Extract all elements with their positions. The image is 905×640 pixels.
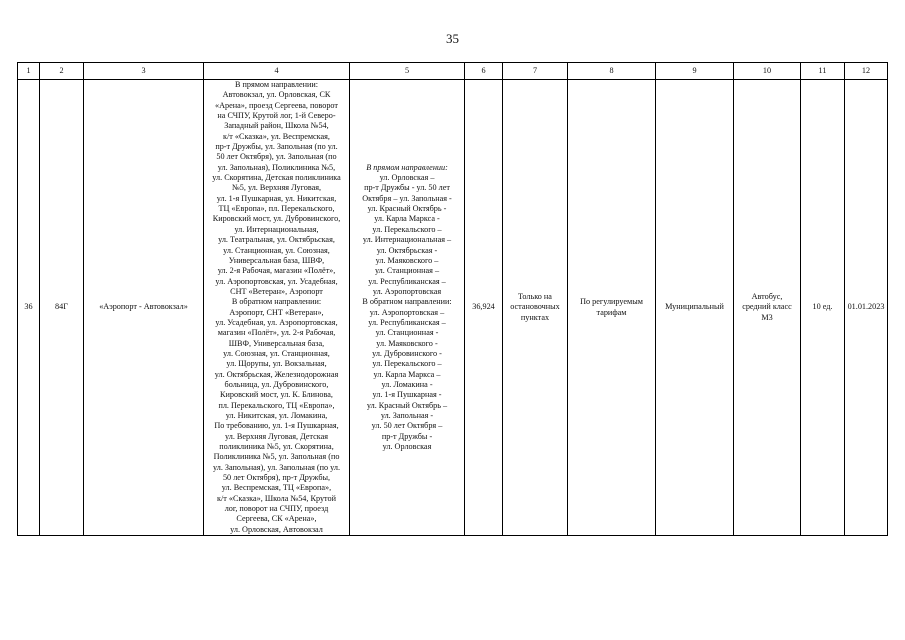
header-cell-11: 11 xyxy=(801,63,845,80)
header-cell-9: 9 xyxy=(656,63,734,80)
route-code-cell: 84Г xyxy=(40,80,84,536)
boarding-order-cell: Только на остановочных пунктах xyxy=(503,80,568,536)
route-name-cell: «Аэропорт - Автовокзал» xyxy=(84,80,204,536)
header-cell-6: 6 xyxy=(465,63,503,80)
route-number-cell: 36 xyxy=(18,80,40,536)
page-number: 35 xyxy=(446,31,459,46)
header-cell-7: 7 xyxy=(503,63,568,80)
header-cell-5: 5 xyxy=(350,63,465,80)
header-cell-12: 12 xyxy=(845,63,888,80)
stops-list-cell: В прямом направлении: Автовокзал, ул. Орловская, СК «Арена», проезд Сергеева, поворот на СЧПУ, Крутой лог, 1-й Северо- Западный район, Школа №54, к/т «Сказка», ул. Веспремская, пр-т Дружбы, ул. Запольная (по ул. 50 лет Октября), ул. Запольная (по ул. Запольная), Поликлиника №5, ул. Скорятина, Детская поликлиника №5, ул. Верхняя Луговая, ул. 1-я Пушкарная, ул. Никитская, ТЦ «Европа», пл. Перекальского, Кировский мост, ул. Дубровинского, ул. Интернациональная, ул. Театральная, ул. Октябрьская, ул. Станционная, ул. Союзная, Универсальная база, ШВФ, ул. 2-я Рабочая, магазин «Полёт», ул. Аэропортовская, ул. Усадебная, СНТ «Ветеран», Аэропорт В обратном направлении: Аэропорт, СНТ «Ветеран», ул. Усадебная, ул. Аэропортовская, магазин «Полёт», ул. 2-я Рабочая, ШВФ, Универсальная база, ул. Союзная, ул. Станционная, ул. Щорупы, ул. Вокзальная, ул. Октябрьская, Железнодорожная больница, ул. Дубровинского, Кировский мост, ул. К. Блинова, пл. Перекальского, ТЦ «Европа», ул. Никитская, ул. Ломакина, По требованию, ул. 1-я Пушкарная, ул. Верхняя Луговая, Детская поликлиника №5, ул. Скорятина, Поликлиника №5, ул. Запольная (по ул. Запольная), ул. Запольная (по ул. 50 лет Октября), пр-т Дружбы, ул. Веспремская, ТЦ «Европа», к/т «Сказка», Школа №54, Крутой лог, поворот на СЧПУ, проезд Сергеева, СК «Арена», ул. Орловская, Автовокзал xyxy=(204,80,350,536)
roads-heading: В прямом направлении: xyxy=(366,162,448,172)
route-table xyxy=(17,62,888,536)
route-length-cell: 36,924 xyxy=(465,80,503,536)
header-cell-1: 1 xyxy=(18,63,40,80)
vehicle-cell: Автобус, средний класс М3 xyxy=(734,80,801,536)
table-row xyxy=(18,80,888,536)
header-cell-10: 10 xyxy=(734,63,801,80)
tariff-cell: По регулируемым тарифам xyxy=(568,80,656,536)
roads-list-cell xyxy=(350,80,465,536)
start-date-cell: 01.01.2023 xyxy=(845,80,888,536)
header-cell-2: 2 xyxy=(40,63,84,80)
carrier-type-cell: Муниципальный xyxy=(656,80,734,536)
header-cell-8: 8 xyxy=(568,63,656,80)
roads-list-text: ул. Орловская – пр-т Дружбы - ул. 50 лет Октября – ул. Запольная - ул. Красный Октябрь - ул. Карла Маркса - ул. Перекальского – ул. Интернациональная – ул. Октябрьская - ул. Маяковского – ул. Станционная – ул. Республиканская – ул. Аэропортовская В обратном направлении: ул. Аэропортовская – ул. Республиканская – ул. Станционная - ул. Маяковского - ул. Дубровинского - ул. Перекальского – ул. Карла Маркса – ул. Ломакина - ул. 1-я Пушкарная - ул. Красный Октябрь – ул. Запольная - ул. 50 лет Октября – пр-т Дружбы - ул. Орловская xyxy=(362,173,452,452)
header-cell-3: 3 xyxy=(84,63,204,80)
header-cell-4: 4 xyxy=(204,63,350,80)
vehicle-count-cell: 10 ед. xyxy=(801,80,845,536)
header-row xyxy=(18,63,888,80)
